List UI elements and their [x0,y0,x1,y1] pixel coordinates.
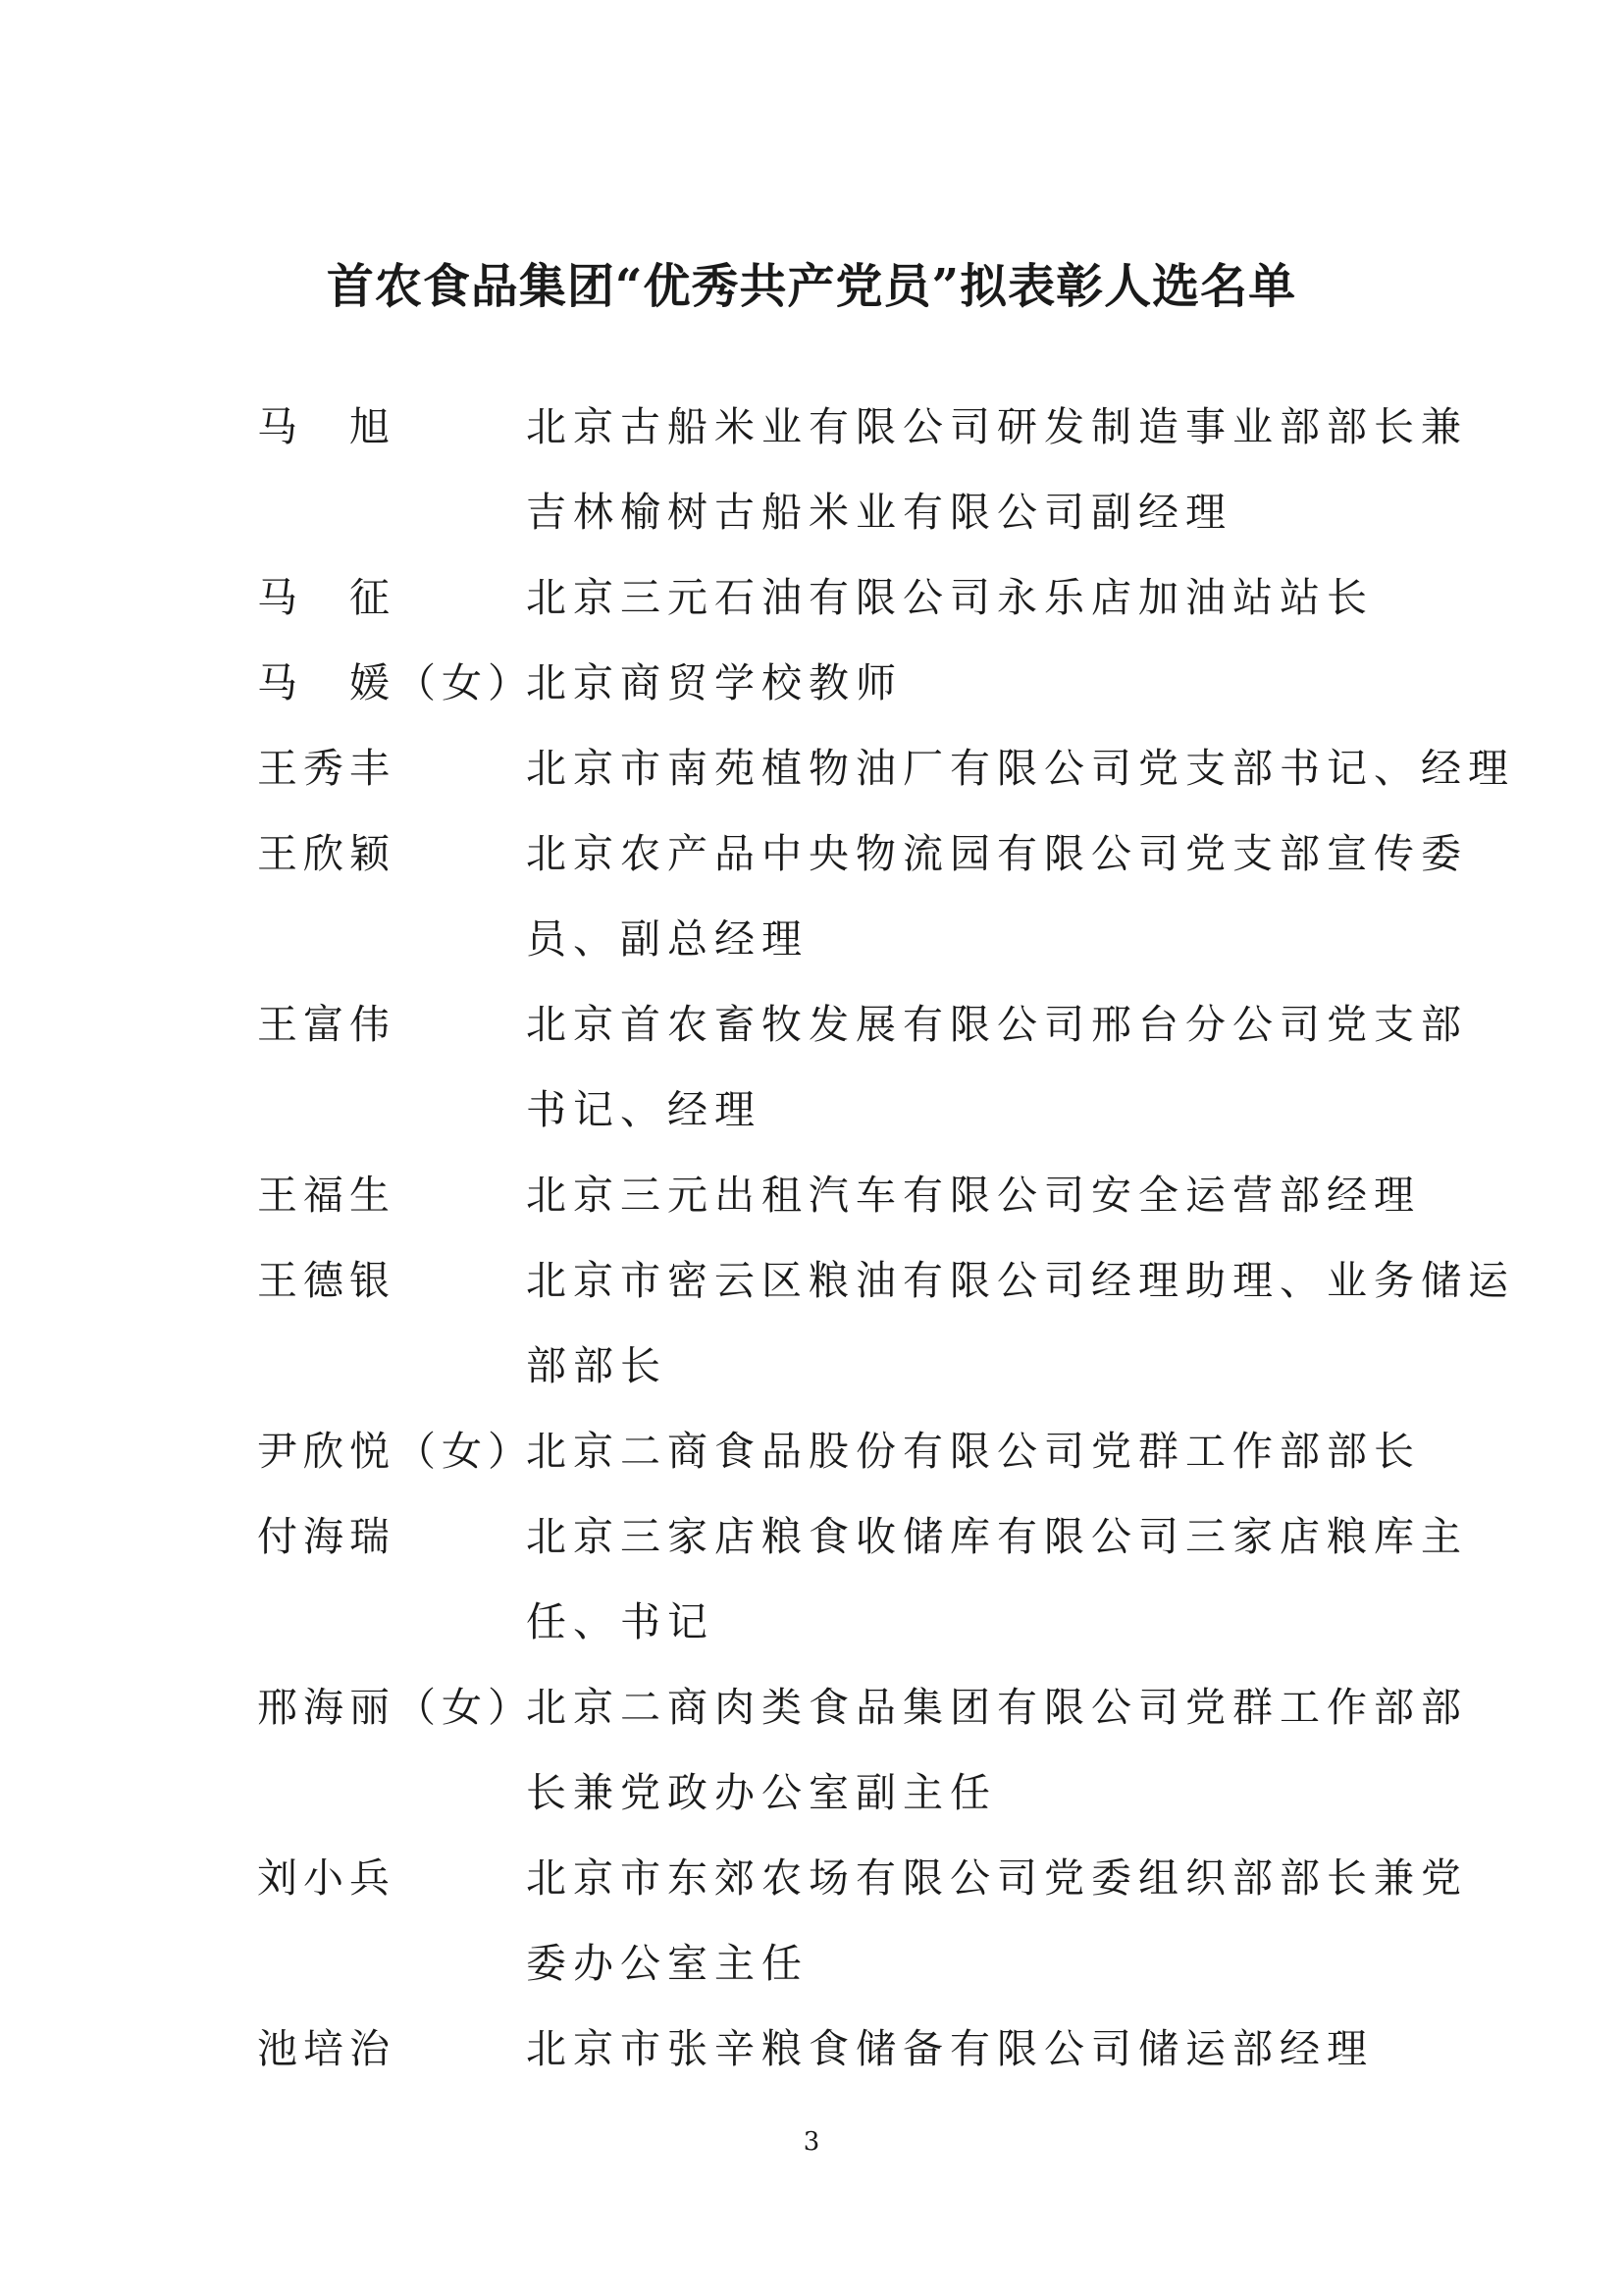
position-line: 员、副总经理 [526,915,809,963]
honoree-list [257,385,1515,2092]
list-item [257,1238,1515,1409]
honoree-position [526,1665,1468,1836]
list-item [257,641,1454,726]
honoree-position [526,1409,1454,1494]
position-line: 书记、经理 [526,1086,761,1133]
honoree-name: 王秀丰 [257,745,395,792]
honoree-position [526,1238,1515,1409]
position-line: 北京二商肉类食品集团有限公司党群工作部部 [526,1684,1468,1731]
position-line: 北京三元出租汽车有限公司安全运营部经理 [526,1172,1421,1219]
list-item [257,385,1468,555]
honoree-position [526,811,1468,982]
list-item [257,982,1468,1153]
position-line: 北京二商食品股份有限公司党群工作部部长 [526,1428,1421,1475]
honoree-name: 王欣颖 [257,830,395,877]
honoree-position [526,726,1515,811]
position-line: 北京农产品中央物流园有限公司党支部宣传委 [526,830,1468,877]
list-item [257,555,1454,641]
position-line: 北京市东郊农场有限公司党委组织部部长兼党 [526,1854,1468,1902]
position-line: 委办公室主任 [526,1940,809,1987]
list-item [257,1153,1454,1238]
position-line: 北京首农畜牧发展有限公司邢台分公司党支部 [526,1001,1468,1048]
list-item [257,1836,1468,2007]
position-line: 部部长 [526,1342,667,1389]
honoree-name: 王福生 [257,1172,395,1219]
position-line: 吉林榆树古船米业有限公司副经理 [526,489,1232,536]
honoree-position [526,385,1468,555]
honoree-name: 刘小兵 [257,1854,395,1902]
honoree-position [526,1153,1454,1238]
honoree-name: 付海瑞 [257,1513,395,1560]
list-item [257,2007,1454,2092]
honoree-name: 尹欣悦（女） [257,1428,534,1475]
list-item [257,1665,1468,1836]
list-item [257,1409,1454,1494]
honoree-name: 王德银 [257,1257,395,1304]
position-line: 北京古船米业有限公司研发制造事业部部长兼 [526,403,1468,450]
position-line: 长兼党政办公室副主任 [526,1769,997,1816]
honoree-position [526,1494,1468,1665]
position-line: 北京市密云区粮油有限公司经理助理、业务储运 [526,1257,1515,1304]
page-number: 3 [803,2127,820,2157]
honoree-position [526,641,1454,726]
position-line: 北京三家店粮食收储库有限公司三家店粮库主 [526,1513,1468,1560]
position-line: 北京三元石油有限公司永乐店加油站站长 [526,574,1374,621]
honoree-name: 王富伟 [257,1001,395,1048]
honoree-name: 邢海丽（女） [257,1684,534,1731]
list-item [257,811,1468,982]
position-line: 北京市南苑植物油厂有限公司党支部书记、经理 [526,745,1515,792]
honoree-name: 马 媛（女） [257,659,534,706]
honoree-position [526,1836,1468,2007]
honoree-position [526,555,1454,641]
honoree-position [526,982,1468,1153]
honoree-name: 池培治 [257,2025,395,2072]
document-title: 首农食品集团“优秀共产党员”拟表彰人选名单 [326,259,1297,314]
position-line: 任、书记 [526,1598,714,1645]
position-line: 北京市张辛粮食储备有限公司储运部经理 [526,2025,1374,2072]
list-item [257,1494,1468,1665]
honoree-position [526,2007,1454,2092]
honoree-name: 马 征 [257,574,395,621]
honoree-name: 马 旭 [257,403,395,450]
list-item [257,726,1515,811]
position-line: 北京商贸学校教师 [526,659,903,706]
